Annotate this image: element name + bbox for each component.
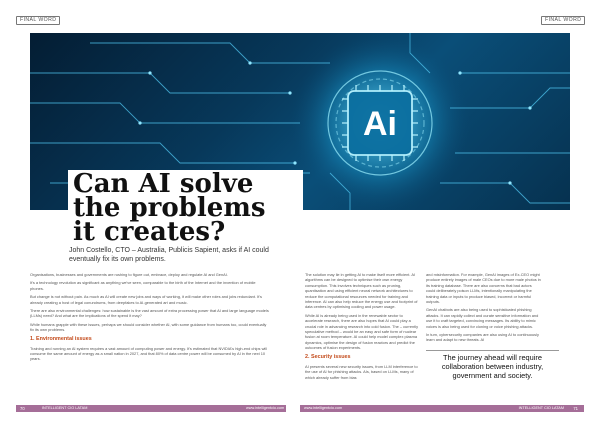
- paragraph: But change is not without pain. As much as AI will create new jobs and ways of working, it will make other roles and jobs redundant. It's already creating a host of legal conundrums, from deepfakes to AI-generated art and music.: [30, 294, 262, 305]
- paragraph: In turn, cybersecurity companies are also using AI to continuously learn and adapt to new threats. AI: [426, 332, 539, 343]
- section-heading-environmental: 1. Environmental issues: [30, 335, 92, 342]
- paragraph: The solution may lie in getting AI to make itself more efficient. AI algorithms can be designed to optimise their own energy consumption. This involves techniques such as pruning, quantisation and using efficient neural network architectures to reduce the computational resources needed for training and inference. AI can also help reduce the energy use and footprint of data centres by optimising cooling and power usage.: [305, 272, 418, 310]
- article-column-1: [30, 272, 270, 365]
- section-tag-left: FINAL WORD: [16, 16, 60, 25]
- article-column-3: [426, 272, 542, 346]
- pull-quote: The journey ahead will require collaboration between industry, government and society.: [426, 350, 559, 381]
- section-heading-security: 2. Security issues: [305, 353, 351, 360]
- magazine-name-left: INTELLIGENT CIO LATAM: [42, 406, 88, 410]
- headline-line-2: the problems: [73, 193, 266, 223]
- page-number-right: 71: [573, 406, 578, 411]
- paragraph: GenAI chatbots are also being used to sophisticated phishing attacks. It can rapidly collect and curate sensitive information and use it to craft targeted, convincing messages. Its ability to mimic voices is also being used for cloning or voice phishing attacks.: [426, 307, 539, 329]
- paragraph: Training and running an AI system requires a vast amount of computing power and energy. It's estimated that NVIDIA's high-end chips will consume the same amount of energy as a small nation in 2027, and that 80% of data centre power will be consumed by AI in the next 10 years.: [30, 345, 267, 362]
- page-number-left: 70: [20, 406, 25, 411]
- footer-left: [16, 405, 286, 412]
- paragraph: and misinformation. For example, GenAI images of Ex-CEO might produce entirely images of male CEOs due to more male photos in its training database. There are also concerns that bad actors could deliberately poison LLMs, intentionally manipulating the training data or inputs to produce biased, incorrect or harmful outputs.: [426, 272, 541, 305]
- footer-right: [300, 405, 584, 412]
- article-byline: John Costello, CTO – Australia, Publicis Sapient, asks if AI could eventually fix its own problems.: [69, 247, 269, 263]
- paragraph: There are also environmental challenges: how sustainable is the vast amount of extra processing power that AI and large language models (LLMs) need? And what are the implications of the spend it may?: [30, 308, 269, 319]
- paragraph: While AI is already being used in the renewable sector to accelerate research, there are also hopes that AI could play a crucial role in advancing research into cold fusion. The – currently speculative method – would be an easy and safe form of nuclear fusion at room temperature. AI could help model complex plasma dynamics, optimise the design of fusion reactors and predict the outcomes of fusion experiments.: [305, 312, 419, 351]
- paragraph: While humans grapple with these issues, perhaps we should consider whether AI, with some guidance from humans too, could eventually fix its own problems.: [30, 321, 267, 333]
- paragraph: AI presents several new security issues, from LLM interference to the use of AI for phishing attacks. AIs, based on LLMs, many of which already suffer from bias: [305, 363, 418, 380]
- headline-line-3: it creates?: [73, 217, 226, 247]
- ai-badge-text: Ai: [363, 105, 397, 143]
- website-link-left[interactable]: www.intelligentcio.com: [246, 406, 285, 410]
- website-link-right[interactable]: www.intelligentcio.com: [304, 406, 343, 410]
- article-headline: [68, 170, 303, 247]
- paragraph: Organisations, businesses and governments are rushing to figure out, embrace, deploy and regulate AI and GenAI.: [30, 272, 228, 277]
- article-column-2: [305, 272, 421, 383]
- magazine-name-right: INTELLIGENT CIO LATAM: [518, 406, 564, 410]
- paragraph: It's a technology revolution as significant as anything we've seen, comparable to the birth of the Internet and the invention of mobile phones.: [30, 280, 256, 291]
- headline-line-1: Can AI solve: [73, 169, 254, 199]
- section-tag-right: FINAL WORD: [541, 16, 585, 25]
